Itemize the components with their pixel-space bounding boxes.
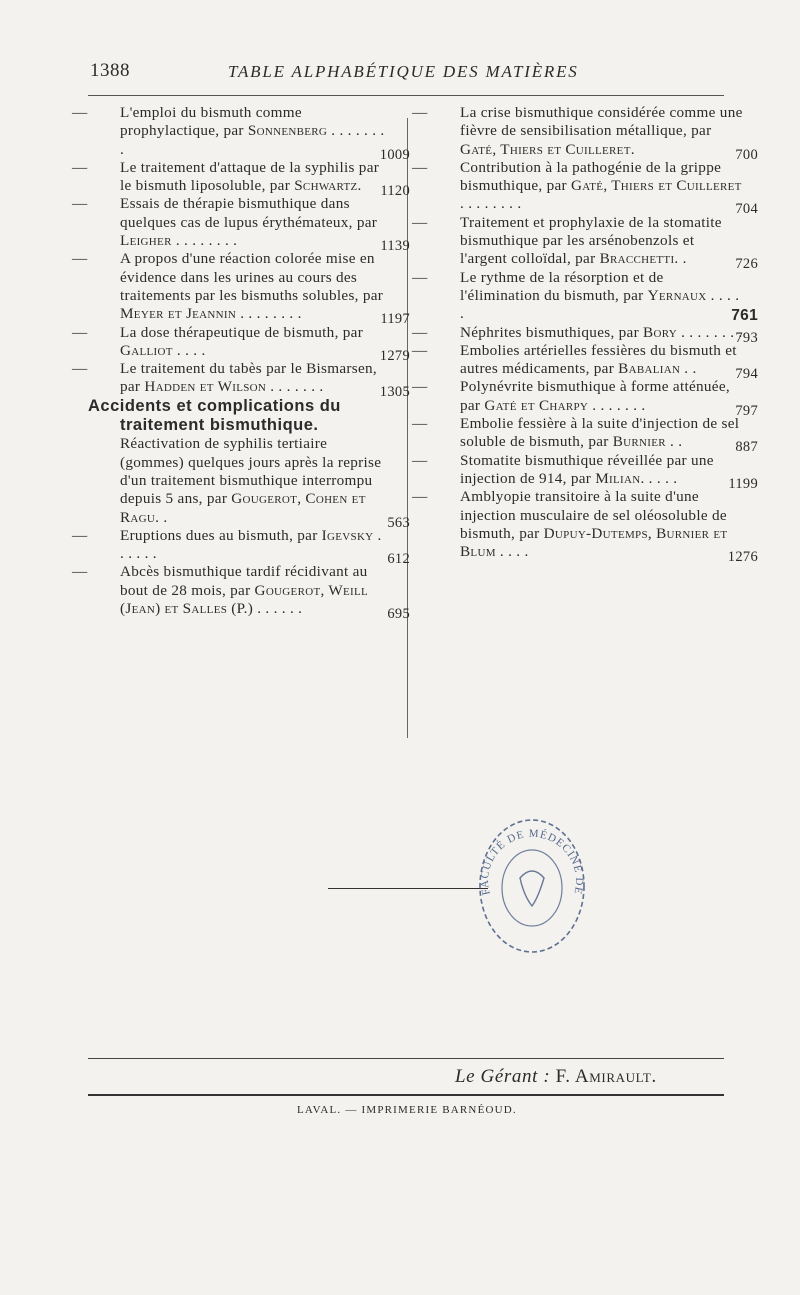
entry-author: Leigher	[120, 232, 172, 250]
index-entry	[72, 250, 410, 328]
entry-leader: .	[357, 177, 362, 195]
entry-dash: —	[412, 158, 428, 176]
entry-title: Le rythme de la résorption et de l'élimination du bismuth, par	[460, 268, 664, 304]
entry-page: 1279	[379, 347, 410, 364]
index-entry	[72, 360, 410, 401]
index-entry	[72, 195, 410, 255]
entry-leader: . . . . . . . .	[460, 195, 522, 213]
entry-text	[412, 213, 744, 269]
library-stamp	[470, 808, 594, 958]
index-entry	[412, 323, 758, 346]
entry-leader: . . . . . .	[120, 526, 382, 563]
entry-dash: —	[72, 360, 88, 378]
entry-dash: —	[72, 526, 88, 544]
entry-leader: . . . . . .	[253, 600, 303, 618]
entry-author: Gaté, Thiers et Cuilleret	[460, 140, 631, 158]
entry-page: 563	[387, 514, 410, 531]
entry-text	[412, 415, 744, 452]
entry-text	[412, 323, 744, 342]
index-entry	[88, 396, 410, 531]
index-entry	[412, 488, 758, 566]
entry-text	[72, 323, 388, 361]
entry-page: 1009	[379, 146, 410, 163]
entry-title: Polynévrite bismuthique à forme atténuée, par	[460, 378, 730, 414]
printer-imprint: LAVAL. — IMPRIMERIE BARNÉOUD.	[297, 1104, 517, 1116]
gerant-name: F. Amirault.	[555, 1066, 657, 1087]
index-entry	[412, 378, 758, 419]
entry-title: L'emploi du bismuth comme prophylactique, par	[120, 104, 302, 140]
entry-leader: . . . . . . .	[588, 396, 646, 414]
entry-title: La dose thérapeutique de bismuth, par	[120, 323, 364, 341]
entry-text	[412, 104, 744, 159]
entry-leader: . .	[665, 433, 683, 451]
entry-text	[88, 397, 388, 527]
entry-text	[72, 526, 388, 564]
entry-title: Embolies artérielles fessières du bismuth et autres médicaments, par	[460, 341, 737, 378]
gerant-line	[455, 1066, 657, 1088]
entry-page: 695	[387, 606, 410, 623]
entry-dash: —	[412, 341, 428, 359]
header-rule	[88, 95, 724, 96]
entry-dash: —	[72, 158, 88, 176]
index-entry	[412, 158, 758, 218]
entry-author: Gougerot, Cohen et Ragu	[120, 490, 366, 526]
entry-text	[412, 268, 744, 324]
entry-title: Traitement et prophylaxie de la stomatite bismuthique par les arsénobenzols et l'argent colloïdal, par	[460, 213, 722, 268]
entry-author: Gaté, Thiers et Cuilleret	[570, 177, 742, 195]
entry-page: 1197	[380, 311, 410, 328]
entry-leader: . . . . .	[460, 286, 740, 323]
entry-text	[412, 341, 744, 379]
entry-author: Yernaux	[647, 286, 707, 304]
entry-leader: . . . .	[172, 341, 206, 359]
entry-author: Hadden et Wilson	[144, 378, 267, 396]
footer-rule-top	[88, 1058, 724, 1059]
entry-page: 700	[735, 146, 758, 163]
entry-title: Contribution à la pathogénie de la grippe bismuthique, par	[460, 158, 722, 195]
entry-title: A propos d'une réaction colorée mise en évidence dans les urines au cours des traitements par les bismuths solubles, par	[120, 250, 384, 304]
entry-text	[412, 451, 744, 489]
index-entry	[72, 323, 410, 364]
entry-page: 1139	[380, 238, 410, 255]
index-entry	[412, 268, 758, 325]
entry-title: Le traitement du tabès par le Bismarsen, par	[120, 360, 378, 396]
entry-dash: —	[412, 488, 428, 506]
entry-text	[412, 158, 744, 214]
entry-text	[412, 488, 744, 561]
entry-title: Essais de thérapie bismuthique dans quelques cas de lupus érythémateux, par	[120, 195, 378, 231]
index-entry	[412, 451, 758, 492]
entry-page: 1276	[727, 549, 758, 566]
entry-author: Sonnenberg	[247, 122, 328, 140]
index-entry	[72, 563, 410, 623]
entry-text	[72, 158, 388, 196]
entry-author: Gaté et Charpy	[484, 396, 589, 414]
index-entry	[72, 104, 410, 163]
entry-dash: —	[412, 268, 428, 286]
entry-dash: —	[412, 451, 428, 469]
gerant-label: Le Gérant :	[455, 1066, 551, 1087]
entry-author: Igevsky	[321, 526, 374, 544]
left-column	[72, 104, 410, 623]
entry-leader: . . . . . . . .	[120, 122, 385, 158]
entry-text	[72, 250, 388, 323]
entry-dash: —	[72, 195, 88, 213]
entry-title: Réactivation de syphilis tertiaire (gommes) quelques jours après la reprise d'un traitement bismuthique interrompu depuis 5 ans, par	[120, 435, 382, 508]
entry-page: 726	[735, 256, 758, 273]
entry-dash: —	[412, 378, 428, 396]
entry-title: Eruptions dues au bismuth, par	[120, 526, 322, 544]
entry-text	[412, 378, 744, 415]
entry-dash: —	[72, 323, 88, 341]
entry-author: Gougerot, Weill (Jean) et Salles (P.)	[120, 581, 369, 618]
entry-title: La crise bismuthique considérée comme une fièvre de sensibilisation métallique, par	[460, 104, 743, 140]
entry-author: Bory	[643, 323, 677, 341]
entry-page: 887	[735, 439, 758, 456]
entry-dash: —	[412, 104, 428, 121]
entry-dash: —	[412, 213, 428, 231]
entry-title: Le traitement d'attaque de la syphilis par le bismuth liposoluble, par	[120, 158, 380, 195]
entry-text	[72, 104, 388, 159]
entry-author: Dupuy-Dutemps, Burnier et Blum	[460, 524, 728, 561]
entry-leader: . .	[155, 508, 168, 526]
entry-title: Stomatite bismuthique réveillée par une injection de 914, par	[460, 451, 714, 487]
index-entry	[412, 341, 758, 383]
entry-dash: —	[72, 563, 88, 581]
entry-title: Néphrites bismuthiques, par	[460, 323, 644, 341]
entry-dash: —	[412, 323, 428, 341]
entry-page: 1120	[380, 183, 410, 200]
entry-author: Milian	[595, 469, 641, 487]
entry-leader: . . . . . . . .	[171, 232, 238, 250]
entry-page: 1199	[728, 475, 758, 492]
entry-author: Babalian	[618, 360, 681, 378]
index-entry	[412, 104, 758, 163]
entry-text	[72, 563, 388, 618]
index-entry	[72, 526, 410, 568]
entry-author: Burnier	[612, 433, 666, 451]
index-entry	[412, 415, 758, 456]
entry-leader: . . . . .	[640, 469, 678, 487]
entry-text	[72, 360, 388, 397]
entry-page: 761	[731, 307, 758, 325]
entry-author: Galliot	[120, 341, 173, 359]
entry-title: Amblyopie transitoire à la suite d'une injection musculaire de sel oléosoluble de bismuth, par	[460, 488, 727, 542]
entry-leader: . . . . . . . .	[676, 323, 743, 341]
entry-page: 793	[735, 329, 758, 346]
entry-page: 704	[735, 201, 758, 218]
entry-leader: . . . .	[495, 543, 529, 561]
entry-page: 1305	[379, 384, 410, 401]
stamp-text: FACULTÉ DE MÉDECINE DE	[478, 827, 586, 897]
footer-rule-bottom	[88, 1094, 724, 1096]
entry-dash: —	[72, 104, 88, 121]
entry-page: 797	[735, 402, 758, 419]
entry-author: Bracchetti	[599, 250, 675, 268]
right-column	[412, 104, 758, 566]
entry-leader: . .	[680, 360, 697, 378]
entry-leader: .	[630, 140, 635, 158]
index-entry	[72, 158, 410, 200]
entry-dash: —	[412, 415, 428, 433]
entry-heading: Accidents et complications du traitement bismuthique.	[88, 396, 341, 435]
entry-text	[72, 195, 388, 250]
entry-author: Meyer et Jeannin	[120, 305, 237, 323]
entry-author: Schwartz	[294, 177, 358, 195]
entry-leader: . .	[674, 250, 687, 268]
running-title: TABLE ALPHABÉTIQUE DES MATIÈRES	[228, 62, 579, 81]
entry-page: 794	[735, 366, 758, 383]
stamp-line	[328, 888, 488, 889]
index-entry	[412, 213, 758, 273]
column-divider	[407, 118, 408, 738]
entry-title: Abcès bismuthique tardif récidivant au bout de 28 mois, par	[120, 563, 368, 599]
page-number: 1388	[90, 60, 130, 81]
entry-title: Embolie fessière à la suite d'injection de sel soluble de bismuth, par	[460, 415, 740, 451]
entry-dash: —	[72, 250, 88, 268]
entry-leader: . . . . . . . .	[236, 305, 302, 323]
entry-leader: . . . . . . .	[266, 378, 324, 396]
entry-page: 612	[387, 551, 410, 568]
